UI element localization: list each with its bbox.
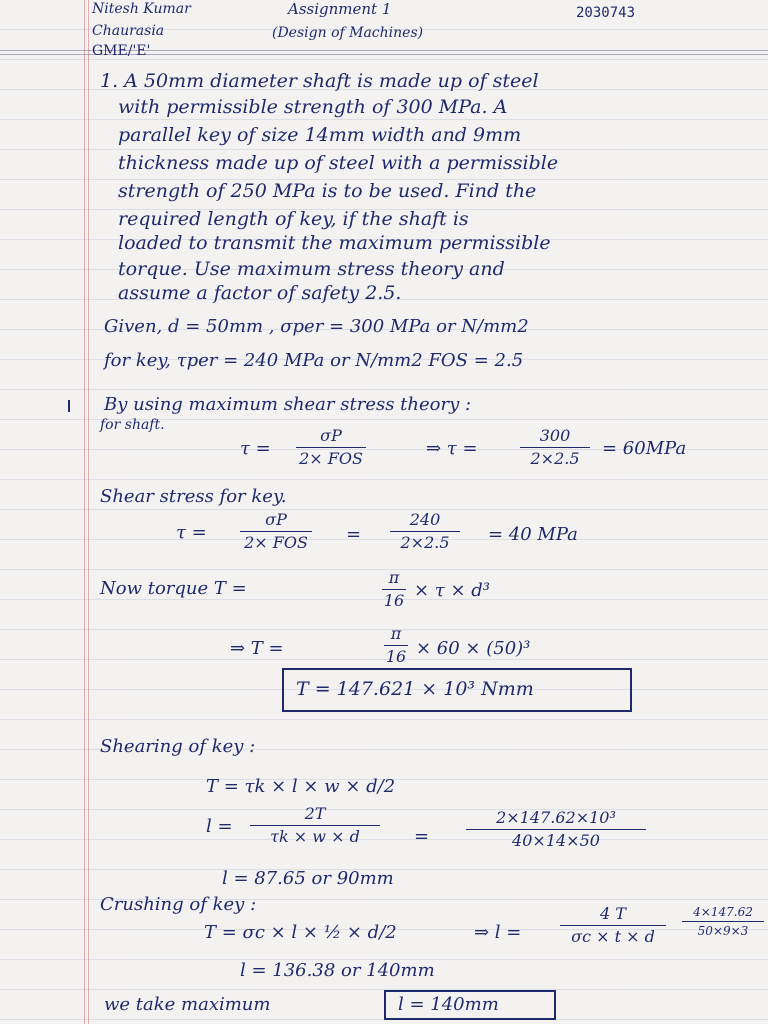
fraction-bar — [384, 645, 408, 646]
crush-arrow: ⇒ l = — [474, 922, 522, 943]
shear-l-denominator: τk × w × d — [270, 827, 360, 846]
tau-result: = 60MPa — [602, 438, 687, 459]
fraction-bar — [560, 925, 666, 926]
shaft-heading: By using maximum shear stress theory : — [104, 394, 472, 415]
tau-value-numerator: 300 — [539, 426, 571, 445]
student-branch: GME/'E' — [92, 43, 151, 59]
torque-pi-fraction — [382, 570, 406, 609]
question-line-6: required length of key, if the shaft is — [118, 208, 469, 230]
question-line-9: assume a factor of safety 2.5. — [118, 282, 402, 304]
pi-numerator: π — [388, 568, 400, 587]
key-lhs: τ = — [176, 522, 207, 543]
tau-numerator: σP — [320, 426, 342, 445]
fraction-bar — [296, 447, 366, 448]
tau-fraction — [296, 428, 366, 467]
crushing-heading: Crushing of key : — [100, 894, 257, 915]
torque-rest: × τ × d³ — [414, 580, 491, 601]
shear-l-value-denominator: 40×14×50 — [512, 831, 600, 850]
fraction-bar — [682, 921, 764, 922]
roll-number: 2030743 — [576, 5, 636, 21]
crush-value-denominator: 50×9×3 — [697, 924, 749, 938]
given-line-1: Given, d = 50mm , σper = 300 MPa or N/mm2 — [104, 316, 529, 337]
tau-arrow: ⇒ τ = — [426, 438, 478, 459]
fraction-bar — [240, 531, 312, 532]
fraction-bar — [520, 447, 590, 448]
torque-label: Now torque T = — [100, 578, 247, 599]
question-line-2: with permissible strength of 300 MPa. A — [118, 96, 508, 118]
question-line-7: loaded to transmit the maximum permissible — [118, 232, 551, 254]
shear-l-result: l = 87.65 or 90mm — [222, 868, 394, 889]
question-line-1: 1. A 50mm diameter shaft is made up of steel — [100, 70, 539, 92]
question-line-5: strength of 250 MPa is to be used. Find the — [118, 180, 537, 202]
margin-line — [84, 0, 85, 1024]
student-name: Nitesh Kumar — [92, 1, 191, 17]
crush-value-numerator: 4×147.62 — [693, 905, 753, 919]
given-line-2: for key, τper = 240 MPa or N/mm2 FOS = 2.5 — [104, 350, 524, 371]
shear-l-value-numerator: 2×147.62×10³ — [496, 808, 616, 827]
shear-equation: T = τk × l × w × d/2 — [206, 776, 396, 797]
key-value-numerator: 240 — [409, 510, 441, 529]
tau-denominator: 2× FOS — [299, 449, 363, 468]
torque2-rest: × 60 × (50)³ — [416, 638, 531, 659]
crush-denominator: σc × t × d — [571, 927, 655, 946]
shear-l-fraction — [250, 806, 380, 845]
shear-l-numerator: 2T — [304, 804, 326, 823]
tau-value-denominator: 2×2.5 — [530, 449, 580, 468]
crush-value-fraction — [682, 906, 764, 937]
key-value-denominator: 2×2.5 — [400, 533, 450, 552]
margin-tick — [68, 400, 70, 412]
torque2-lhs: ⇒ T = — [230, 638, 284, 659]
key-denominator: 2× FOS — [244, 533, 308, 552]
tau-lhs: τ = — [240, 438, 271, 459]
fraction-bar — [250, 825, 380, 826]
shear-l-value-fraction — [466, 810, 646, 849]
tau-value-fraction — [520, 428, 590, 467]
key-heading: Shear stress for key. — [100, 486, 287, 507]
key-value-fraction — [390, 512, 460, 551]
key-numerator: σP — [265, 510, 287, 529]
key-equals: = — [346, 524, 362, 545]
subject-title: (Design of Machines) — [272, 25, 424, 41]
margin-line-inner — [88, 0, 89, 1024]
shear-l-lhs: l = — [206, 816, 233, 837]
pi-denominator: 16 — [385, 647, 407, 666]
key-result: = 40 MPa — [488, 524, 578, 545]
fraction-bar — [390, 531, 460, 532]
key-fraction — [240, 512, 312, 551]
shearing-heading: Shearing of key : — [100, 736, 256, 757]
torque2-pi-fraction — [384, 626, 408, 665]
question-line-3: parallel key of size 14mm width and 9mm — [118, 124, 522, 146]
crush-result: l = 136.38 or 140mm — [240, 960, 435, 981]
torque-result: T = 147.621 × 10³ Nmm — [296, 678, 534, 700]
assignment-title: Assignment 1 — [288, 0, 392, 18]
crush-fraction — [560, 906, 666, 945]
pi-numerator: π — [390, 624, 402, 643]
final-label: we take maximum — [104, 994, 271, 1015]
question-line-4: thickness made up of steel with a permissible — [118, 152, 559, 174]
fraction-bar — [466, 829, 646, 830]
fraction-bar — [382, 589, 406, 590]
shear-l-equals: = — [414, 826, 430, 847]
shaft-heading-sub: for shaft. — [100, 417, 165, 433]
student-surname: Chaurasia — [92, 23, 165, 39]
crush-equation: T = σc × l × ½ × d/2 — [204, 922, 397, 943]
crush-numerator: 4 T — [600, 904, 626, 923]
final-result: l = 140mm — [398, 994, 499, 1015]
pi-denominator: 16 — [383, 591, 405, 610]
question-line-8: torque. Use maximum stress theory and — [118, 258, 505, 280]
